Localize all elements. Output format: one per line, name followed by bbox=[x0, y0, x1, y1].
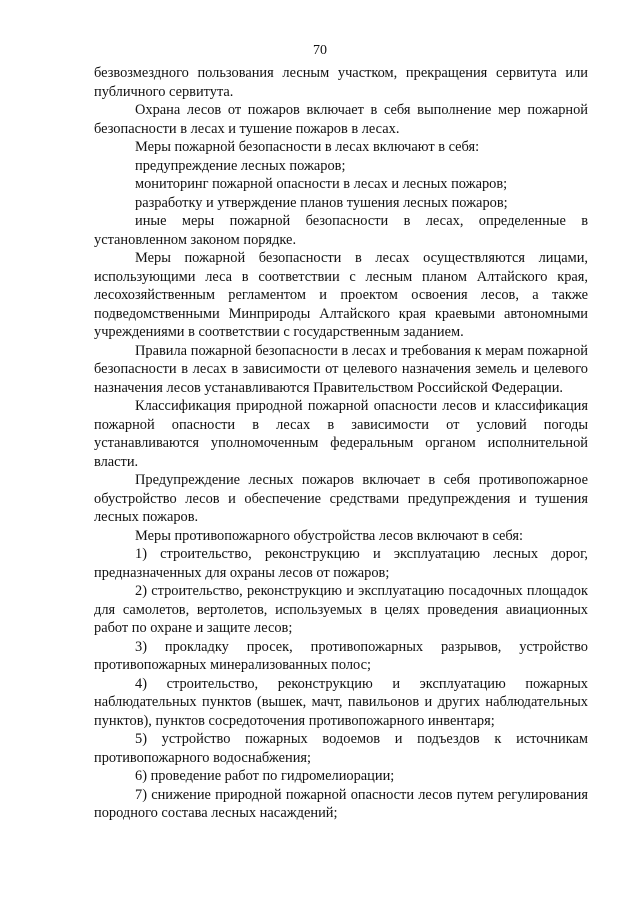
list-item-1: 1) строительство, реконструкцию и эксплуатацию лесных дорог, предназначенных для охраны лесов от пожаров; bbox=[94, 546, 588, 581]
paragraph-continuation: безвозмездного пользования лесным участком, прекращения сервитута или публичного сервитута. bbox=[94, 65, 588, 100]
paragraph-responsible-parties: Меры пожарной безопасности в лесах осуществляются лицами, использующими леса в соответствии с лесным планом Алтайского края, лесохозяйственным регламентом и проектом освоения лесов, а также подведомственными Минприроды Алтайского края краевыми автономными учреждениями в соответствии с государственным заданием. bbox=[94, 250, 588, 340]
list-item-3: 3) прокладку просек, противопожарных разрывов, устройство противопожарных минерализованных полос; bbox=[94, 638, 588, 673]
list-item-5: 5) устройство пожарных водоемов и подъездов к источникам противопожарного водоснабжения; bbox=[94, 731, 588, 766]
list-item-prevention: предупреждение лесных пожаров; bbox=[135, 157, 346, 174]
list-item-6: 6) проведение работ по гидромелиорации; bbox=[135, 768, 395, 784]
paragraph-arrangement-intro: Меры противопожарного обустройства лесов включают в себя: bbox=[135, 527, 523, 544]
list-item-4: 4) строительство, реконструкцию и эксплуатацию пожарных наблюдательных пунктов (вышек, мачт, павильонов и других наблюдательных пунктов), пунктов сосредоточения противопожарного инвентаря; bbox=[94, 675, 588, 729]
paragraph-fire-protection: Охрана лесов от пожаров включает в себя выполнение мер пожарной безопасности в лесах и тушение пожаров в лесах. bbox=[94, 102, 588, 137]
list-item-monitoring: мониторинг пожарной опасности в лесах и лесных пожаров; bbox=[135, 176, 508, 192]
page-number: 70 bbox=[313, 43, 327, 58]
paragraph-rules: Правила пожарной безопасности в лесах и требования к мерам пожарной безопасности в лесах в зависимости от целевого назначения земель и целевого назначения лесов устанавливаются Правительством Российской Федерации. bbox=[94, 342, 588, 396]
document-body bbox=[94, 64, 588, 823]
list-item-2: 2) строительство, реконструкцию и эксплуатацию посадочных площадок для самолетов, вертолетов, используемых в целях проведения авиационных работ по охране и защите лесов; bbox=[94, 583, 588, 636]
paragraph-measures-intro: Меры пожарной безопасности в лесах включают в себя: bbox=[135, 139, 480, 155]
list-item-other-measures: иные меры пожарной безопасности в лесах, определенные в установленном законом порядке. bbox=[94, 213, 588, 248]
list-item-plans: разработку и утверждение планов тушения лесных пожаров; bbox=[135, 194, 508, 211]
paragraph-prevention: Предупреждение лесных пожаров включает в себя противопожарное обустройство лесов и обеспечение средствами предупреждения и тушения лесных пожаров. bbox=[94, 472, 588, 525]
list-item-7: 7) снижение природной пожарной опасности лесов путем регулирования породного состава лесных насаждений; bbox=[94, 786, 588, 821]
paragraph-classification: Классификация природной пожарной опасности лесов и классификация пожарной опасности в лесах в зависимости от условий погоды устанавливаются уполномоченным федеральным органом исполнительной власти. bbox=[94, 398, 588, 470]
